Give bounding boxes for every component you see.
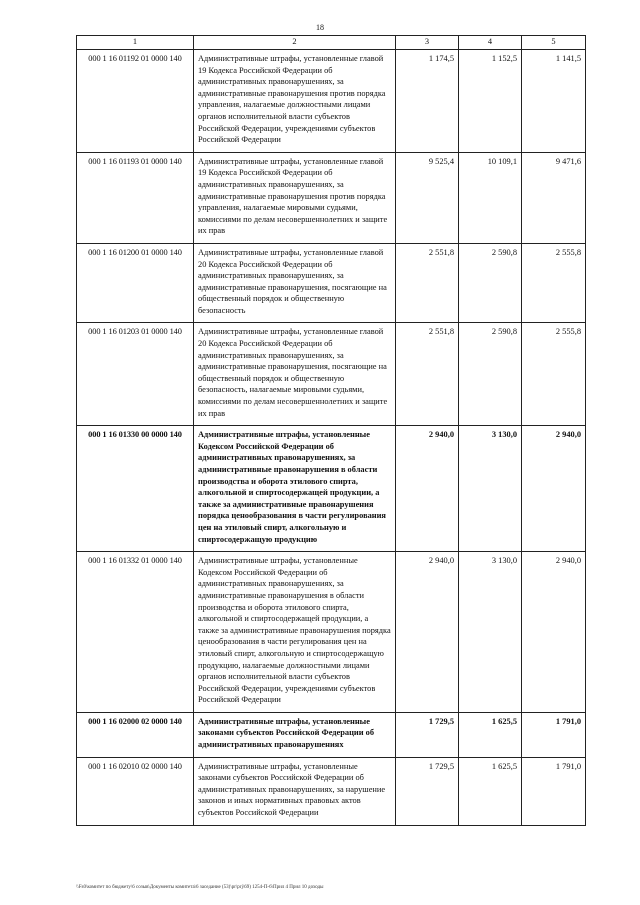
- row-value-col3: 2 940,0: [396, 426, 459, 552]
- row-value-col5: 2 555,8: [522, 243, 586, 323]
- row-value-col5: 1 791,0: [522, 757, 586, 825]
- row-value-col5: 9 471,6: [522, 152, 586, 243]
- table-row: [77, 712, 586, 757]
- row-description: Административные штрафы, установленные главой 19 Кодекса Российской Федерации об административных правонарушениях, за административные правонарушения против порядка управления, налагаемые должностными лицами органов исполнительной власти субъектов Российской Федерации, учреждениями субъектов Российской Федерации: [194, 50, 396, 153]
- column-header-1: 1: [77, 36, 194, 50]
- row-description: Административные штрафы, установленные главой 19 Кодекса Российской Федерации об административных правонарушениях, за административные правонарушения против порядка управления, налагаемые мировыми судьями, комиссиями по делам несовершеннолетних и защите их прав: [194, 152, 396, 243]
- table-row: [77, 152, 586, 243]
- row-code: 000 1 16 01332 01 0000 140: [77, 552, 194, 713]
- table-row: [77, 757, 586, 825]
- page-number: 18: [316, 23, 324, 32]
- row-code: 000 1 16 01203 01 0000 140: [77, 323, 194, 426]
- table-row: [77, 50, 586, 153]
- row-value-col3: 1 729,5: [396, 757, 459, 825]
- row-description: Административные штрафы, установленные главой 20 Кодекса Российской Федерации об административных правонарушениях, за административные правонарушения, посягающие на общественный порядок и общественную безопасность, налагаемые мировыми судьями, комиссиями по делам несовершеннолетних и защите их прав: [194, 323, 396, 426]
- file-path-footer: \\Fs0\комитет по бюджету\6 созыв\Документы комитета\6 заседание (53)\pr\prj\69) 1254-П-6\Прил 4 Прил 10 доходы: [76, 885, 324, 890]
- row-code: 000 1 16 02010 02 0000 140: [77, 757, 194, 825]
- row-value-col3: 2 551,8: [396, 323, 459, 426]
- row-value-col5: 1 791,0: [522, 712, 586, 757]
- row-value-col3: 1 729,5: [396, 712, 459, 757]
- column-header-3: 3: [396, 36, 459, 50]
- row-value-col5: 2 555,8: [522, 323, 586, 426]
- row-description: Административные штрафы, установленные главой 20 Кодекса Российской Федерации об административных правонарушениях, за административные правонарушения, посягающие на общественный порядок и общественную безопасность: [194, 243, 396, 323]
- row-value-col4: 2 590,8: [459, 243, 522, 323]
- row-code: 000 1 16 02000 02 0000 140: [77, 712, 194, 757]
- column-header-5: 5: [522, 36, 586, 50]
- row-code: 000 1 16 01200 01 0000 140: [77, 243, 194, 323]
- table-header-row: [77, 36, 586, 50]
- row-value-col4: 3 130,0: [459, 552, 522, 713]
- row-value-col4: 1 625,5: [459, 757, 522, 825]
- table-row: [77, 552, 586, 713]
- row-description: Административные штрафы, установленные Кодексом Российской Федерации об административных правонарушениях, за административные правонарушения в области производства и оборота этилового спирта, алкогольной и спиртосодержащей продукции, а также за административные правонарушения порядка ценообразования в части регулирования цен на этиловый спирт, алкогольную и спиртосодержащую продукцию, налагаемые должностными лицами органов исполнительной власти субъектов Российской Федерации, учреждениями субъектов Российской Федерации: [194, 552, 396, 713]
- table-row: [77, 323, 586, 426]
- row-value-col3: 2 940,0: [396, 552, 459, 713]
- row-description: Административные штрафы, установленные Кодексом Российской Федерации об административных правонарушениях, за административные правонарушения в области производства и оборота этилового спирта, алкогольной и спиртосодержащей продукции, а также за административные правонарушения порядка ценообразования в части регулирования цен на этиловый спирт, алкогольную и спиртосодержащую продукцию: [194, 426, 396, 552]
- row-value-col5: 1 141,5: [522, 50, 586, 153]
- row-value-col4: 1 152,5: [459, 50, 522, 153]
- row-value-col4: 2 590,8: [459, 323, 522, 426]
- row-description: Административные штрафы, установленные законами субъектов Российской Федерации об административных правонарушениях: [194, 712, 396, 757]
- revenue-table: [76, 35, 586, 826]
- row-value-col3: 9 525,4: [396, 152, 459, 243]
- row-value-col5: 2 940,0: [522, 552, 586, 713]
- row-value-col5: 2 940,0: [522, 426, 586, 552]
- row-value-col3: 1 174,5: [396, 50, 459, 153]
- row-value-col3: 2 551,8: [396, 243, 459, 323]
- column-header-2: 2: [194, 36, 396, 50]
- table-row: [77, 243, 586, 323]
- row-description: Административные штрафы, установленные законами субъектов Российской Федерации об административных правонарушениях, за нарушение законов и иных нормативных правовых актов субъектов Российской Федерации: [194, 757, 396, 825]
- row-code: 000 1 16 01193 01 0000 140: [77, 152, 194, 243]
- row-value-col4: 1 625,5: [459, 712, 522, 757]
- column-header-4: 4: [459, 36, 522, 50]
- table-row: [77, 426, 586, 552]
- row-code: 000 1 16 01330 00 0000 140: [77, 426, 194, 552]
- row-value-col4: 3 130,0: [459, 426, 522, 552]
- row-value-col4: 10 109,1: [459, 152, 522, 243]
- row-code: 000 1 16 01192 01 0000 140: [77, 50, 194, 153]
